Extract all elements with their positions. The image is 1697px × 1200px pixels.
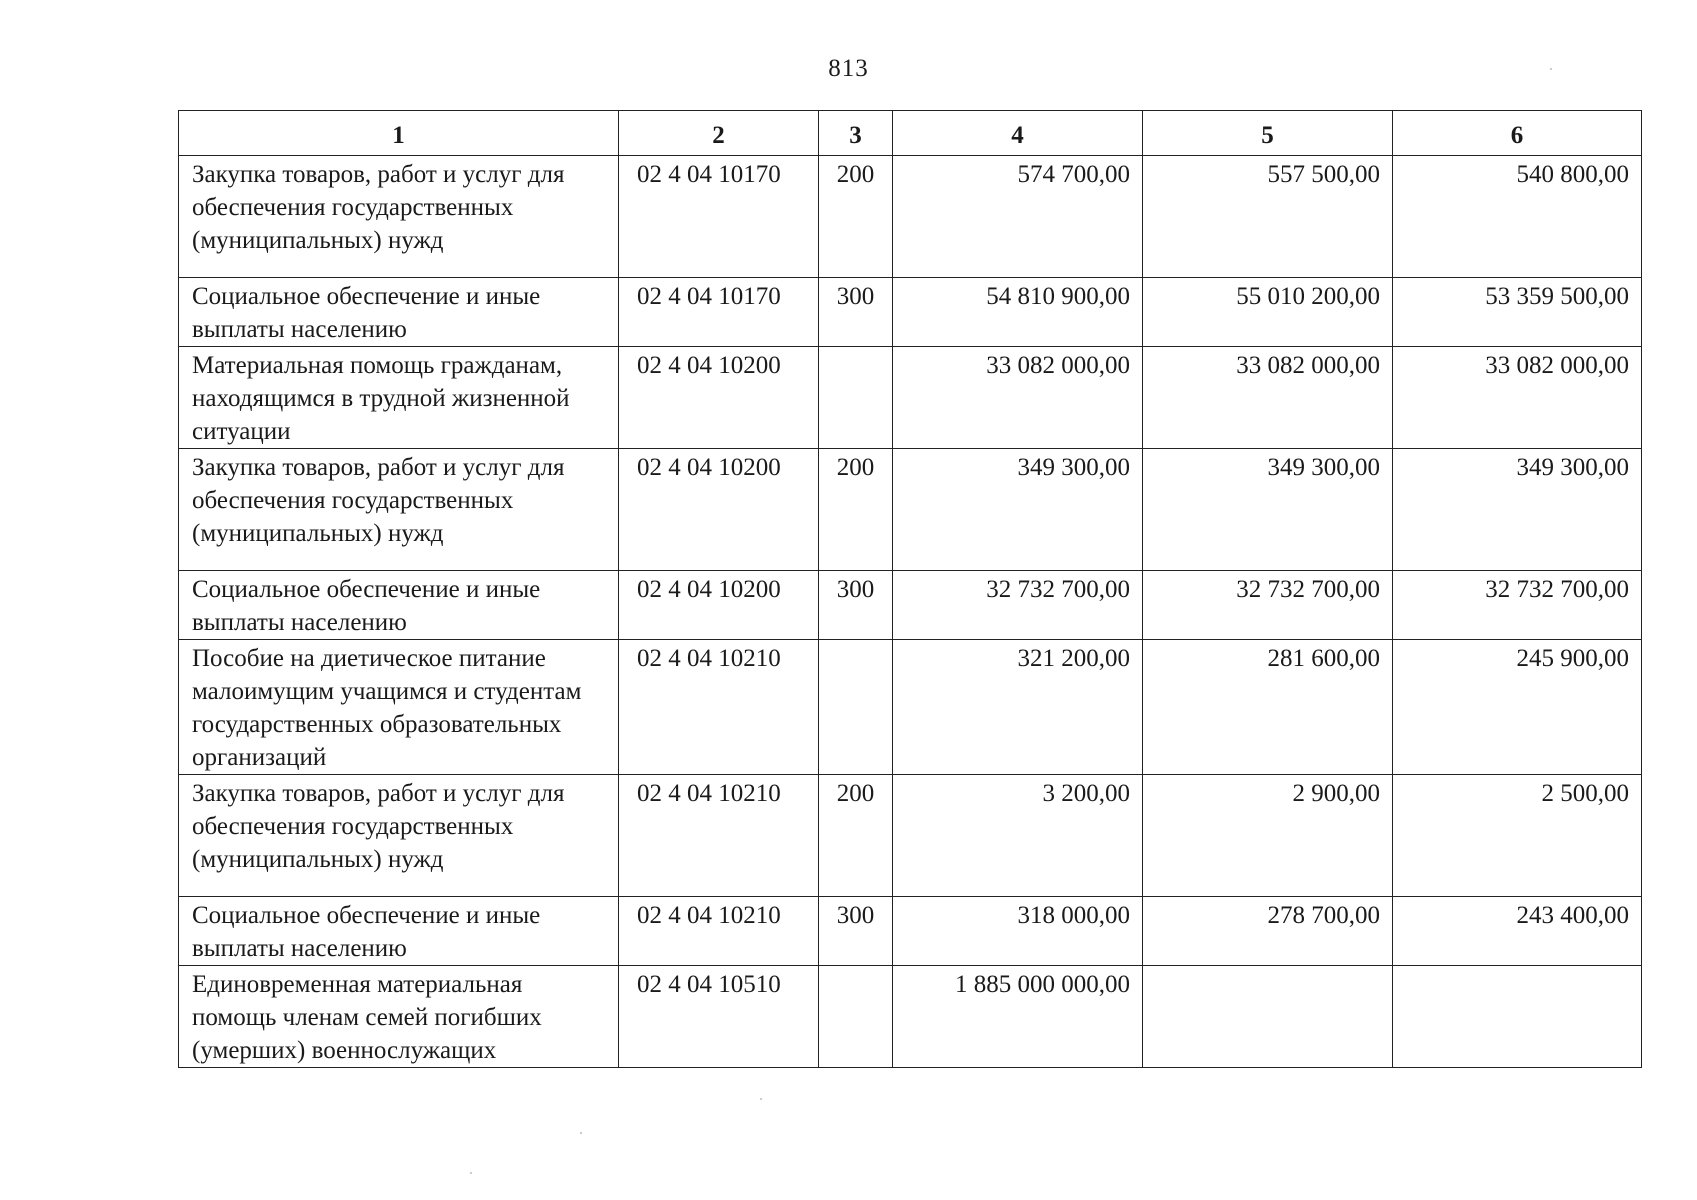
header-col-2: 2 [619, 111, 819, 156]
header-col-3: 3 [819, 111, 893, 156]
scan-speck [580, 1132, 582, 1134]
row-value-6: 2 500,00 [1393, 775, 1642, 897]
row-name: Социальное обеспечение и иные выплаты населению [179, 571, 619, 640]
row-value-6 [1393, 966, 1642, 1068]
row-type: 300 [819, 571, 893, 640]
table-row [179, 449, 1642, 571]
header-col-1: 1 [179, 111, 619, 156]
row-code: 02 4 04 10170 [619, 156, 819, 278]
row-value-5: 55 010 200,00 [1143, 278, 1393, 347]
row-name: Единовременная материальная помощь членам семей погибших (умерших) военнослужащих [179, 966, 619, 1068]
row-value-5 [1143, 966, 1393, 1068]
row-type [819, 640, 893, 775]
row-name: Материальная помощь гражданам, находящимся в трудной жизненной ситуации [179, 347, 619, 449]
row-value-5: 278 700,00 [1143, 897, 1393, 966]
row-value-6: 53 359 500,00 [1393, 278, 1642, 347]
row-name: Социальное обеспечение и иные выплаты населению [179, 897, 619, 966]
table-row [179, 775, 1642, 897]
row-type [819, 966, 893, 1068]
row-code: 02 4 04 10210 [619, 640, 819, 775]
row-code: 02 4 04 10200 [619, 571, 819, 640]
row-value-6: 32 732 700,00 [1393, 571, 1642, 640]
header-col-5: 5 [1143, 111, 1393, 156]
row-name: Закупка товаров, работ и услуг для обеспечения государственных (муниципальных) нужд [179, 449, 619, 571]
row-value-4: 349 300,00 [893, 449, 1143, 571]
row-name: Закупка товаров, работ и услуг для обеспечения государственных (муниципальных) нужд [179, 775, 619, 897]
row-code: 02 4 04 10510 [619, 966, 819, 1068]
row-code: 02 4 04 10200 [619, 449, 819, 571]
header-col-6: 6 [1393, 111, 1642, 156]
row-value-5: 32 732 700,00 [1143, 571, 1393, 640]
table-row [179, 571, 1642, 640]
row-type: 200 [819, 156, 893, 278]
row-value-4: 318 000,00 [893, 897, 1143, 966]
table-row [179, 347, 1642, 449]
row-value-5: 557 500,00 [1143, 156, 1393, 278]
row-code: 02 4 04 10210 [619, 775, 819, 897]
scan-speck [470, 1172, 472, 1174]
row-value-4: 1 885 000 000,00 [893, 966, 1143, 1068]
row-value-6: 540 800,00 [1393, 156, 1642, 278]
row-type: 300 [819, 897, 893, 966]
row-name: Социальное обеспечение и иные выплаты населению [179, 278, 619, 347]
header-col-4: 4 [893, 111, 1143, 156]
row-value-4: 3 200,00 [893, 775, 1143, 897]
row-code: 02 4 04 10210 [619, 897, 819, 966]
row-value-6: 33 082 000,00 [1393, 347, 1642, 449]
row-value-5: 281 600,00 [1143, 640, 1393, 775]
row-value-5: 349 300,00 [1143, 449, 1393, 571]
table-row [179, 966, 1642, 1068]
page-number: 813 [828, 55, 869, 82]
row-name: Пособие на диетическое питание малоимущим учащимся и студентам государственных образовательных организаций [179, 640, 619, 775]
table-row [179, 278, 1642, 347]
row-value-4: 321 200,00 [893, 640, 1143, 775]
row-type: 300 [819, 278, 893, 347]
budget-table [178, 110, 1642, 1068]
row-type: 200 [819, 449, 893, 571]
row-name: Закупка товаров, работ и услуг для обеспечения государственных (муниципальных) нужд [179, 156, 619, 278]
row-code: 02 4 04 10200 [619, 347, 819, 449]
table-row [179, 156, 1642, 278]
row-value-4: 33 082 000,00 [893, 347, 1143, 449]
scan-speck [760, 1098, 762, 1100]
row-type [819, 347, 893, 449]
row-value-5: 33 082 000,00 [1143, 347, 1393, 449]
row-type: 200 [819, 775, 893, 897]
row-value-4: 32 732 700,00 [893, 571, 1143, 640]
row-value-5: 2 900,00 [1143, 775, 1393, 897]
row-value-4: 574 700,00 [893, 156, 1143, 278]
row-value-6: 245 900,00 [1393, 640, 1642, 775]
table-header-row [179, 111, 1642, 156]
row-value-6: 349 300,00 [1393, 449, 1642, 571]
table-row [179, 640, 1642, 775]
row-value-4: 54 810 900,00 [893, 278, 1143, 347]
row-value-6: 243 400,00 [1393, 897, 1642, 966]
scan-speck [1550, 68, 1552, 70]
table-row [179, 897, 1642, 966]
row-code: 02 4 04 10170 [619, 278, 819, 347]
